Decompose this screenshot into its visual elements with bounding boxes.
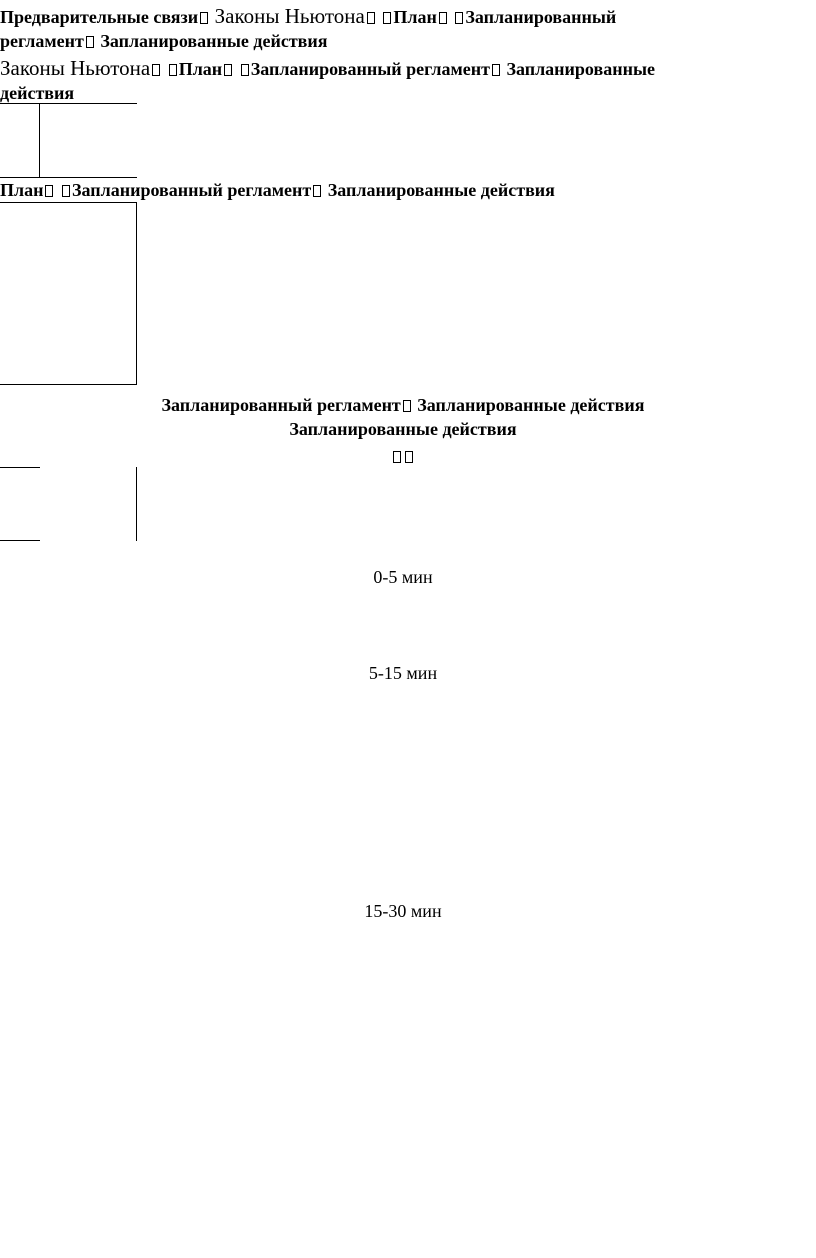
divider-line	[0, 202, 137, 203]
missing-glyph-icon	[367, 12, 375, 24]
actions-label-part1: Запланированные	[506, 59, 655, 79]
missing-glyph-icon	[152, 64, 160, 76]
missing-glyph-icon	[383, 12, 391, 24]
heading-line-1	[0, 4, 780, 53]
reg-label: Запланированный регламент	[161, 395, 401, 415]
time-label-0-5: 0-5 мин	[373, 567, 433, 587]
heading-line-4	[0, 393, 806, 417]
missing-glyph-icon	[45, 185, 53, 197]
missing-glyph-icon	[86, 36, 94, 48]
missing-glyph-icon	[62, 185, 70, 197]
divider-line	[136, 202, 137, 384]
reg-label: Запланированный регламент	[71, 180, 312, 200]
missing-glyph-icon	[241, 64, 249, 76]
heading-line-2	[0, 56, 780, 105]
actions-label: Запланированные действия	[289, 419, 517, 439]
actions-label: Запланированные действия	[417, 395, 645, 415]
missing-glyph-icon	[455, 12, 463, 24]
missing-glyph-icon	[439, 12, 447, 24]
actions-label: Запланированные действия	[100, 31, 328, 51]
divider-line	[39, 103, 40, 177]
reg-label-part1: Запланированный	[465, 7, 617, 27]
links-label: Предварительные связи	[0, 7, 199, 27]
missing-glyph-icon	[492, 64, 500, 76]
laws-label: Законы Ньютона	[0, 56, 151, 80]
heading-line-5	[0, 417, 806, 441]
divider-line	[0, 384, 137, 385]
reg-label-part2: регламент	[0, 31, 84, 51]
missing-glyph-icon	[169, 64, 177, 76]
heading-line-3	[0, 178, 800, 202]
plan-label: План	[178, 59, 223, 79]
divider-line	[0, 540, 40, 541]
laws-label: Законы Ньютона	[214, 4, 365, 28]
actions-label: Запланированные действия	[327, 180, 555, 200]
missing-glyph-icon	[224, 64, 232, 76]
glyph-row	[0, 444, 806, 468]
actions-label-part2: действия	[0, 83, 75, 103]
missing-glyph-icon	[403, 400, 411, 412]
missing-glyph-icon	[200, 12, 208, 24]
plan-label: План	[0, 180, 44, 200]
missing-glyph-icon	[405, 451, 413, 463]
plan-label: План	[393, 7, 437, 27]
missing-glyph-icon	[393, 451, 401, 463]
time-label-5-15: 5-15 мин	[368, 663, 438, 683]
time-label-15-30: 15-30 мин	[364, 901, 442, 921]
reg-label: Запланированный регламент	[250, 59, 490, 79]
divider-line	[0, 467, 40, 468]
missing-glyph-icon	[313, 185, 321, 197]
divider-line	[0, 103, 137, 104]
divider-line	[136, 467, 137, 541]
